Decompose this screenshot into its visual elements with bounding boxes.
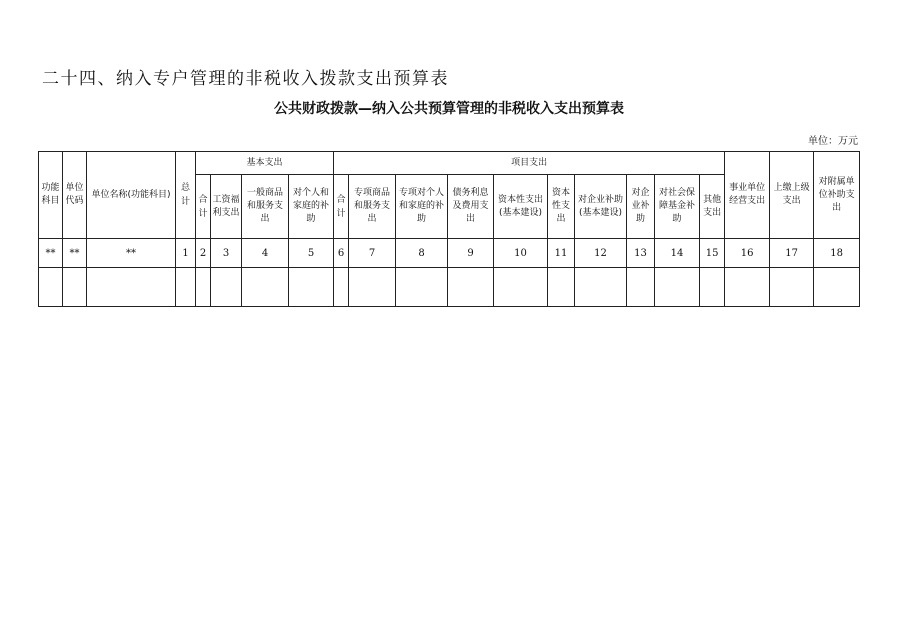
header-project-debt: 债务利息及费用支出 [448,175,494,239]
index-cell: ** [63,239,87,268]
data-cell [814,268,860,307]
header-basic-household: 对个人和家庭的补助 [289,175,334,239]
header-unit-code: 单位代码 [63,152,87,239]
index-cell: 12 [575,239,627,268]
header-basic-group: 基本支出 [196,152,334,175]
index-cell: 11 [548,239,575,268]
data-cell [63,268,87,307]
data-cell [39,268,63,307]
header-project-social-security: 对社会保障基金补助 [655,175,700,239]
index-cell: ** [87,239,176,268]
data-cell [725,268,770,307]
index-row [39,239,860,268]
data-cell [289,268,334,307]
header-basic-goods: 一般商品和服务支出 [242,175,289,239]
header-basic-subtotal-text: 合计 [198,194,208,219]
data-cell [655,268,700,307]
unit-label: 单位：万元 [808,136,858,147]
header-business-expense: 事业单位经营支出 [725,152,770,239]
data-cell [176,268,196,307]
index-cell: 13 [627,239,655,268]
data-cell [211,268,242,307]
header-basic-wages: 工资福利支出 [211,175,242,239]
header-project-capital: 资本性支出 [548,175,575,239]
data-cell [349,268,396,307]
data-row [39,268,860,307]
header-basic-subtotal [196,175,211,239]
data-cell [770,268,814,307]
data-cell [87,268,176,307]
index-cell: 3 [211,239,242,268]
header-project-enterprise-construction: 对企业补助(基本建设) [575,175,627,239]
index-cell: 5 [289,239,334,268]
index-cell: 17 [770,239,814,268]
header-project-goods: 专项商品和服务支出 [349,175,396,239]
index-cell: 2 [196,239,211,268]
header-project-other: 其他支出 [700,175,725,239]
header-total [176,152,196,239]
index-cell: 10 [494,239,548,268]
data-cell [334,268,349,307]
index-cell: 6 [334,239,349,268]
index-cell: 15 [700,239,725,268]
data-cell [196,268,211,307]
index-cell: ** [39,239,63,268]
data-cell [548,268,575,307]
index-cell: 9 [448,239,494,268]
data-cell [627,268,655,307]
table-title: 公共财政拨款—纳入公共预算管理的非税收入支出预算表 [274,101,624,117]
header-project-subtotal-text: 合计 [336,194,346,219]
header-project-capital-construction: 资本性支出(基本建设) [494,175,548,239]
section-heading: 二十四、纳入专户管理的非税收入拨款支出预算表 [42,69,449,89]
data-cell [448,268,494,307]
index-cell: 7 [349,239,396,268]
data-cell [494,268,548,307]
header-project-group: 项目支出 [334,152,725,175]
index-cell: 18 [814,239,860,268]
header-project-household: 专项对个人和家庭的补助 [396,175,448,239]
data-cell [242,268,289,307]
data-cell [700,268,725,307]
header-upper-remit: 上缴上级支出 [770,152,814,239]
data-cell [396,268,448,307]
header-total-text: 总计 [181,183,191,207]
header-subsidiary-subsidy: 对附属单位补助支出 [814,152,860,239]
index-cell: 8 [396,239,448,268]
data-cell [575,268,627,307]
index-cell: 16 [725,239,770,268]
header-project-subtotal [334,175,349,239]
index-cell: 4 [242,239,289,268]
header-func-subject: 功能科目 [39,152,63,239]
header-project-enterprise: 对企业补助 [627,175,655,239]
budget-table [38,151,860,307]
header-unit-name: 单位名称(功能科目) [87,152,176,239]
index-cell: 1 [176,239,196,268]
index-cell: 14 [655,239,700,268]
